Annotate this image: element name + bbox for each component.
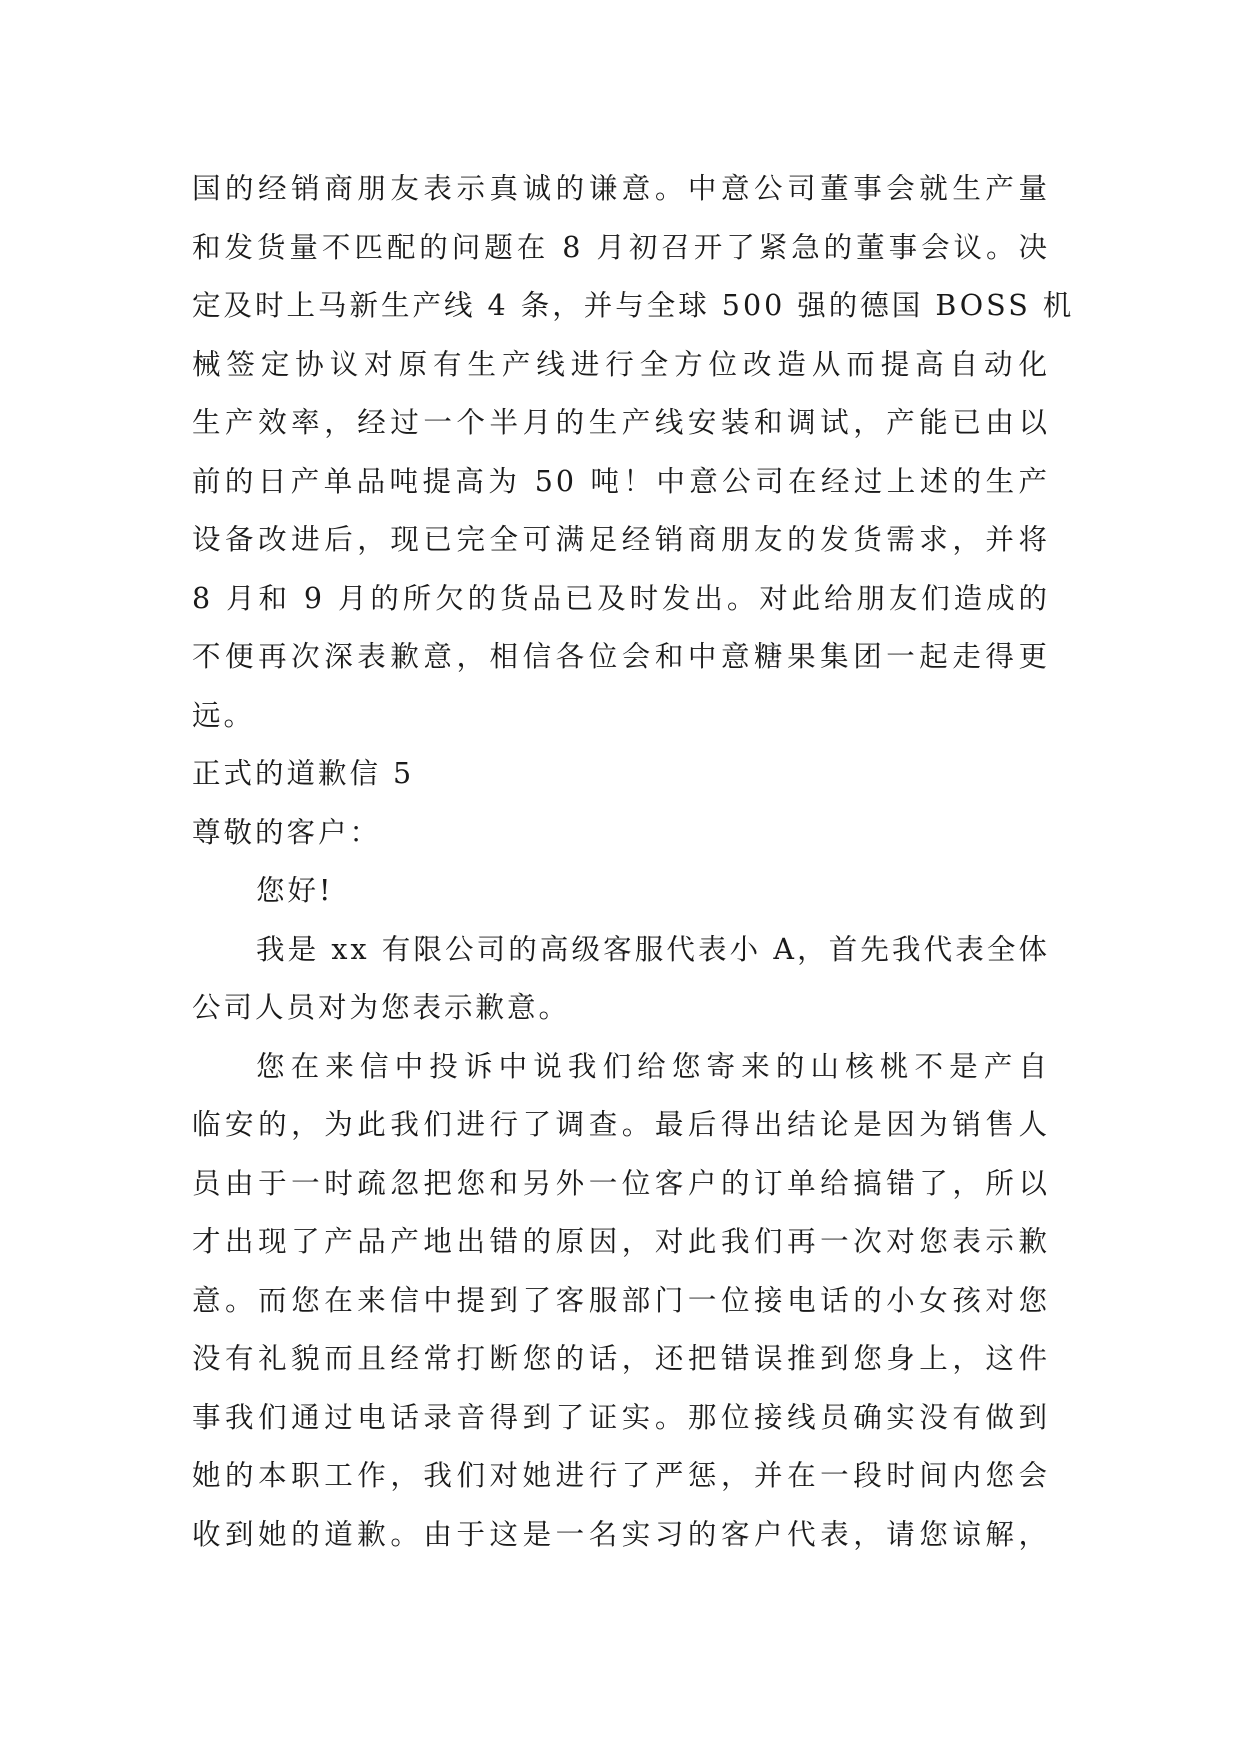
continuation-paragraph xyxy=(192,160,1075,745)
text-line: 前的日产单品吨提高为 50 吨！中意公司在经过上述的生产 xyxy=(192,464,1050,498)
text-line: 您在来信中投诉中说我们给您寄来的山核桃不是产自 xyxy=(256,1049,1050,1083)
text-line: 国的经销商朋友表示真诚的谦意。中意公司董事会就生产量 xyxy=(192,172,1050,205)
paragraph-intro xyxy=(192,921,1050,1038)
text-line: 事我们通过电话录音得到了证实。那位接线员确实没有做到 xyxy=(192,1400,1050,1434)
text-line: 公司人员对为您表示歉意。 xyxy=(192,991,571,1024)
text-line: 员由于一时疏忽把您和另外一位客户的订单给搞错了，所以 xyxy=(192,1166,1050,1200)
document-page xyxy=(192,160,1075,1564)
paragraph-investigation xyxy=(192,1038,1050,1565)
text-line: 和发货量不匹配的问题在 8 月初召开了紧急的董事会议。决 xyxy=(192,230,1050,264)
text-line: 定及时上马新生产线 4 条，并与全球 500 强的德国 BOSS 机 xyxy=(192,289,1075,322)
text-line: 没有礼貌而且经常打断您的话，还把错误推到您身上，这件 xyxy=(192,1342,1050,1375)
text-line: 生产效率，经过一个半月的生产线安装和调试，产能已由以 xyxy=(192,406,1050,439)
section-title: 正式的道歉信 5 xyxy=(192,757,415,790)
text-line: 设备改进后，现已完全可满足经销商朋友的发货需求，并将 xyxy=(192,523,1050,556)
text-line: 意。而您在来信中提到了客服部门一位接电话的小女孩对您 xyxy=(192,1283,1050,1317)
text-line: 8 月和 9 月的所欠的货品已及时发出。对此给朋友们造成的 xyxy=(192,581,1050,615)
text-line: 不便再次深表歉意，相信各位会和中意糖果集团一起走得更 xyxy=(192,640,1050,673)
text-line: 远。 xyxy=(192,698,256,732)
text-line: 才出现了产品产地出错的原因，对此我们再一次对您表示歉 xyxy=(192,1225,1050,1258)
text-line: 收到她的道歉。由于这是一名实习的客户代表，请您谅解， xyxy=(192,1517,1050,1551)
text-line: 我是 xx 有限公司的高级客服代表小 A，首先我代表全体 xyxy=(256,932,1050,966)
text-line: 她的本职工作，我们对她进行了严惩，并在一段时间内您会 xyxy=(192,1459,1050,1492)
salutation: 尊敬的客户： xyxy=(192,815,382,849)
greeting: 您好! xyxy=(256,874,334,907)
text-line: 临安的，为此我们进行了调查。最后得出结论是因为销售人 xyxy=(192,1108,1050,1141)
text-line: 械签定协议对原有生产线进行全方位改造从而提高自动化 xyxy=(192,347,1050,381)
